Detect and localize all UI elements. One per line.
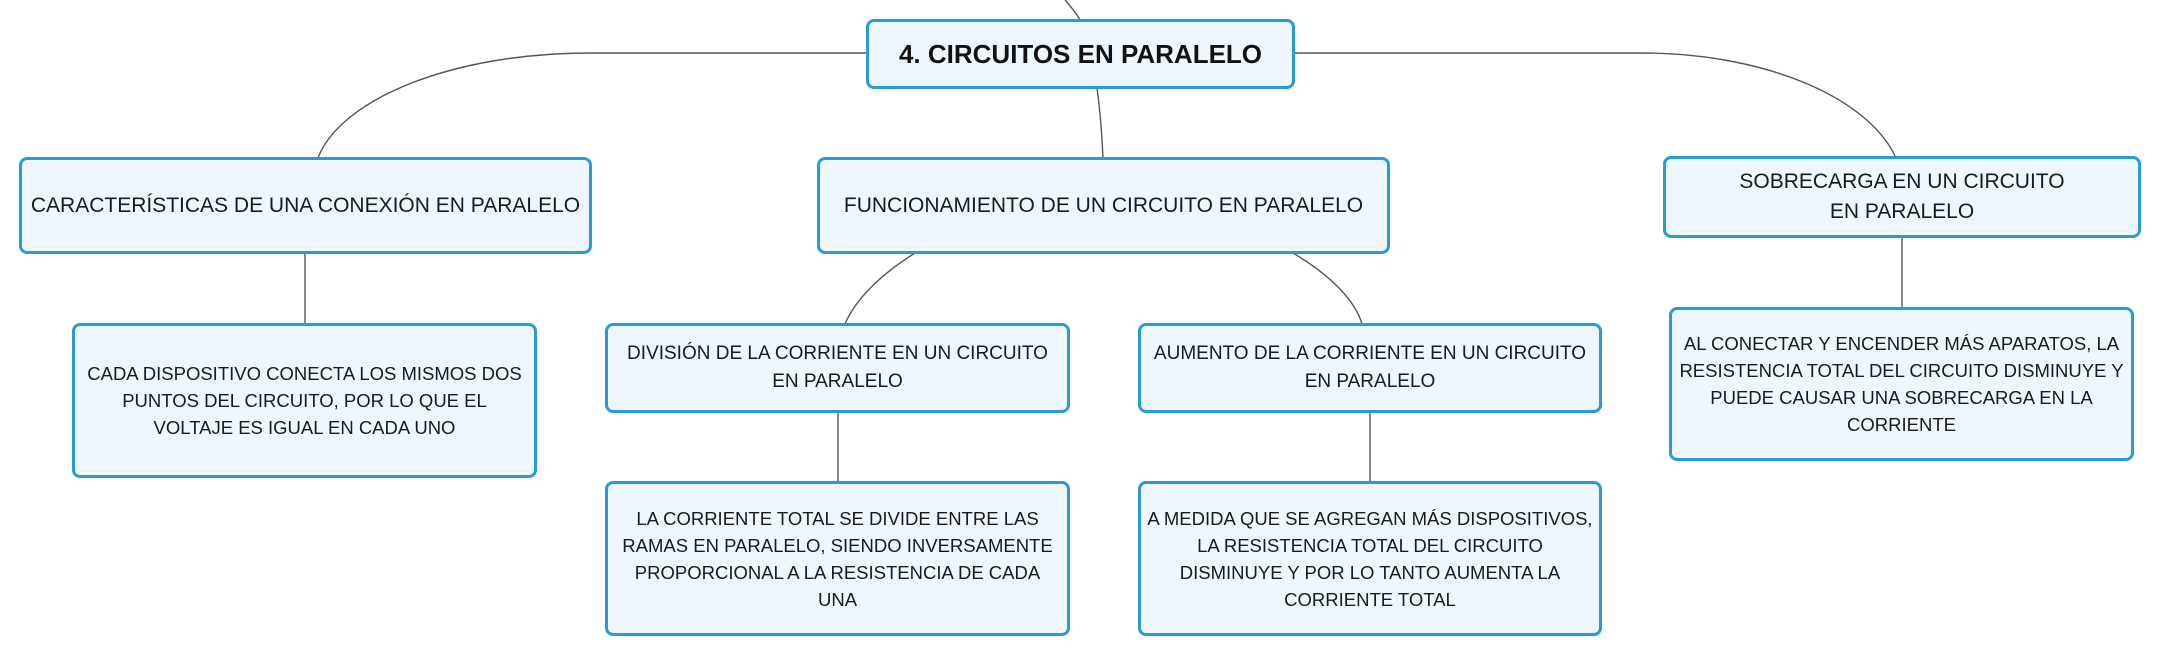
- connector-root-to-funcionamiento: [1097, 88, 1103, 158]
- branch-sobrecarga[interactable]: [1663, 156, 2141, 238]
- caracteristicas-detail-text: CADA DISPOSITIVO CONECTA LOS MISMOS DOS PUNTOS DEL CIRCUITO, POR LO QUE EL VOLTAJE ES IGUAL EN CADA UNO: [87, 363, 522, 438]
- connector-root-to-sobrecarga: [1294, 53, 1896, 158]
- connector-to-parent: [1065, 0, 1080, 20]
- aumento-node[interactable]: [1138, 323, 1602, 413]
- caracteristicas-detail[interactable]: [72, 323, 537, 478]
- sobrecarga-detail[interactable]: [1669, 307, 2134, 461]
- root-title: 4. CIRCUITOS EN PARALELO: [898, 38, 1263, 69]
- branch-caracteristicas[interactable]: [19, 157, 592, 254]
- division-node[interactable]: [605, 323, 1070, 413]
- root-node[interactable]: [866, 19, 1295, 89]
- connector-root-to-caracteristicas: [318, 53, 866, 158]
- division-detail[interactable]: [605, 481, 1070, 636]
- connector-funcionamiento-to-division: [845, 253, 915, 324]
- branch-caracteristicas-title: CARACTERÍSTICAS DE UNA CONEXIÓN EN PARALELO: [30, 193, 581, 217]
- branch-funcionamiento[interactable]: [817, 157, 1390, 254]
- sobrecarga-detail-text: AL CONECTAR Y ENCENDER MÁS APARATOS, LA RESISTENCIA TOTAL DEL CIRCUITO DISMINUYE Y PUEDE CAUSAR UNA SOBRECARGA EN LA CORRIENTE: [1679, 333, 2124, 435]
- division-title: DIVISIÓN DE LA CORRIENTE EN UN CIRCUITO EN PARALELO: [627, 343, 1048, 392]
- connector-funcionamiento-to-aumento: [1293, 253, 1362, 324]
- aumento-detail[interactable]: [1138, 481, 1602, 636]
- branch-funcionamiento-title: FUNCIONAMIENTO DE UN CIRCUITO EN PARALELO: [843, 193, 1364, 217]
- aumento-detail-text: A MEDIDA QUE SE AGREGAN MÁS DISPOSITIVOS, LA RESISTENCIA TOTAL DEL CIRCUITO DISMINUYE Y POR LO TANTO AUMENTA LA CORRIENTE TOTAL: [1147, 507, 1593, 610]
- aumento-title: AUMENTO DE LA CORRIENTE EN UN CIRCUITO EN PARALELO: [1153, 343, 1587, 392]
- branch-sobrecarga-title: SOBRECARGA EN UN CIRCUITO EN PARALELO: [1739, 170, 2065, 223]
- division-detail-text: LA CORRIENTE TOTAL SE DIVIDE ENTRE LAS RAMAS EN PARALELO, SIENDO INVERSAMENTE PROPORCIONAL A LA RESISTENCIA DE CADA UNA: [622, 507, 1053, 610]
